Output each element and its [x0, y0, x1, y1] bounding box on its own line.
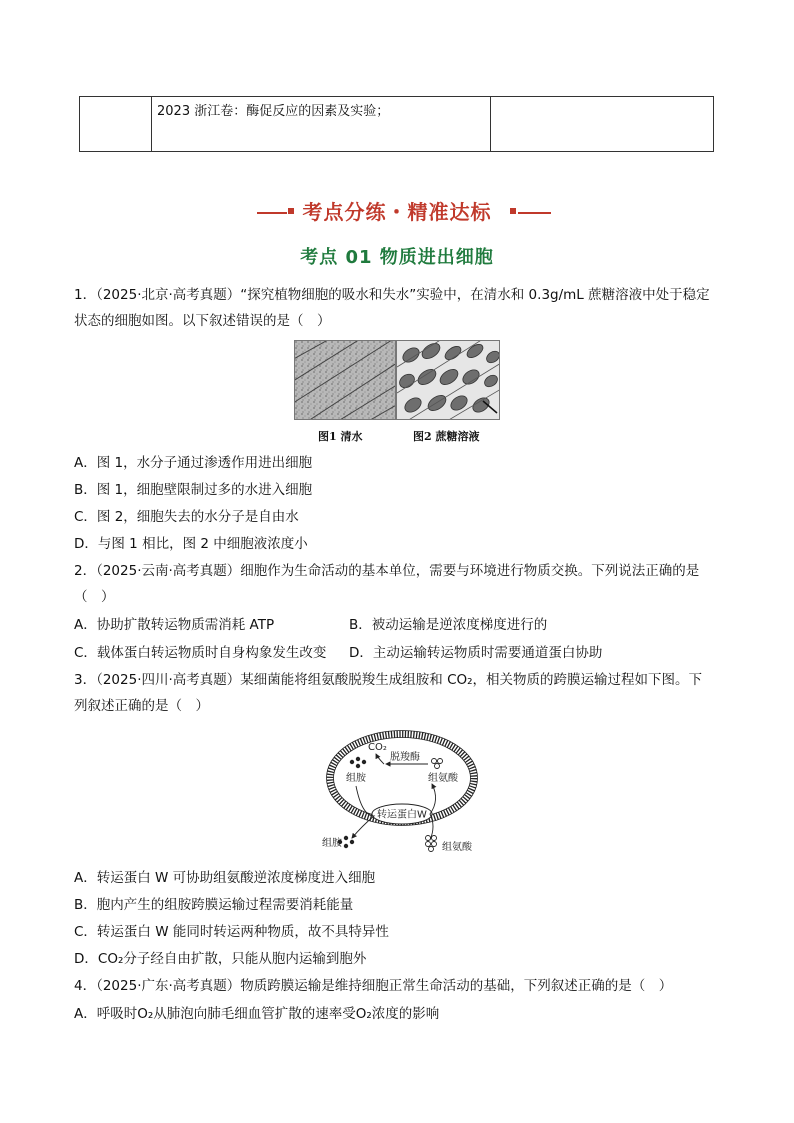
stem-line: （ ） — [74, 589, 115, 605]
option-c: C．载体蛋白转运物质时自身构象发生改变 — [74, 645, 327, 661]
table-cell-empty — [80, 97, 152, 151]
figure-caption: 图2 蔗糖溶液 — [413, 430, 480, 443]
option-d: D．CO₂分子经自由扩散，只能从胞内运输到胞外 — [74, 951, 367, 967]
section-banner — [0, 196, 794, 226]
micrograph-water-image — [294, 340, 396, 420]
question-2-stem — [74, 558, 724, 610]
question-number: 1． — [74, 287, 97, 303]
question-number: 4． — [74, 978, 97, 994]
option-b: B．图 1，细胞壁限制过多的水进入细胞 — [74, 482, 313, 498]
stem-line: （2025·广东·高考真题）物质跨膜运输是维持细胞正常生命活动的基础，下列叙述正确的是（ ） — [96, 978, 673, 994]
histidine-inside-icon — [432, 759, 443, 769]
label-histidine-in: 组氨酸 — [428, 773, 458, 784]
question-number: 2． — [74, 563, 97, 579]
histamine-inside-icon — [350, 757, 366, 768]
question-4-stem — [74, 973, 724, 999]
transport-diagram — [318, 726, 488, 858]
option-c: C．图 2，细胞失去的水分子是自由水 — [74, 509, 299, 525]
stem-line: （2025·云南·高考真题）细胞作为生命活动的基本单位，需要与环境进行物质交换。下列说法正确的是 — [96, 563, 700, 579]
stem-line: （2025·四川·高考真题）某细菌能将组氨酸脱羧生成组胺和 CO₂，相关物质的跨膜运输过程如下图。下 — [96, 672, 703, 688]
table-row-text: 2023 浙江卷：酶促反应的因素及实验； — [157, 104, 390, 119]
option-a: A．协助扩散转运物质需消耗 ATP — [74, 617, 275, 633]
table-cell-topic — [151, 97, 491, 151]
option-a: A．呼吸时O₂从肺泡向肺毛细血管扩散的速率受O₂浓度的影响 — [74, 1006, 440, 1022]
option-c: C．转运蛋白 W 能同时转运两种物质，故不具特异性 — [74, 924, 389, 940]
banner-square-icon — [510, 208, 516, 214]
option-d: D．主动运输转运物质时需要通道蛋白协助 — [349, 645, 603, 661]
label-transporter: 转运蛋白W — [377, 809, 427, 821]
option-b: B．胞内产生的组胺跨膜运输过程需要消耗能量 — [74, 897, 354, 913]
label-histamine-in: 组胺 — [346, 773, 366, 784]
question-3-stem — [74, 667, 724, 719]
label-co2: CO₂ — [368, 742, 387, 753]
question-number: 3． — [74, 672, 97, 688]
summary-table — [79, 96, 714, 152]
option-d: D．与图 1 相比，图 2 中细胞液浓度小 — [74, 536, 308, 552]
banner-line-right — [518, 212, 551, 214]
micrograph-sucrose-image — [396, 340, 500, 420]
label-histidine-out: 组氨酸 — [442, 842, 472, 853]
stem-line: （2025·北京·高考真题）“探究植物细胞的吸水和失水”实验中，在清水和 0.3g/mL 蔗糖溶液中处于稳定 — [96, 287, 710, 303]
subsection-title: 考点 01 物质进出细胞 — [300, 247, 494, 268]
stem-line: 状态的细胞如图。以下叙述错误的是（ ） — [74, 313, 331, 329]
label-histamine-out: 组胺 — [322, 838, 342, 849]
option-a: A．转运蛋白 W 可协助组氨酸逆浓度梯度进入细胞 — [74, 870, 376, 886]
question-1-stem — [74, 282, 724, 334]
section-title: 考点分练・精准达标 — [302, 200, 492, 224]
option-b: B．被动运输是逆浓度梯度进行的 — [349, 617, 548, 633]
option-a: A．图 1，水分子通过渗透作用进出细胞 — [74, 455, 313, 471]
label-enzyme: 脱羧酶 — [390, 752, 420, 763]
figure-caption: 图1 清水 — [318, 430, 363, 443]
stem-line: 列叙述正确的是（ ） — [74, 698, 209, 714]
